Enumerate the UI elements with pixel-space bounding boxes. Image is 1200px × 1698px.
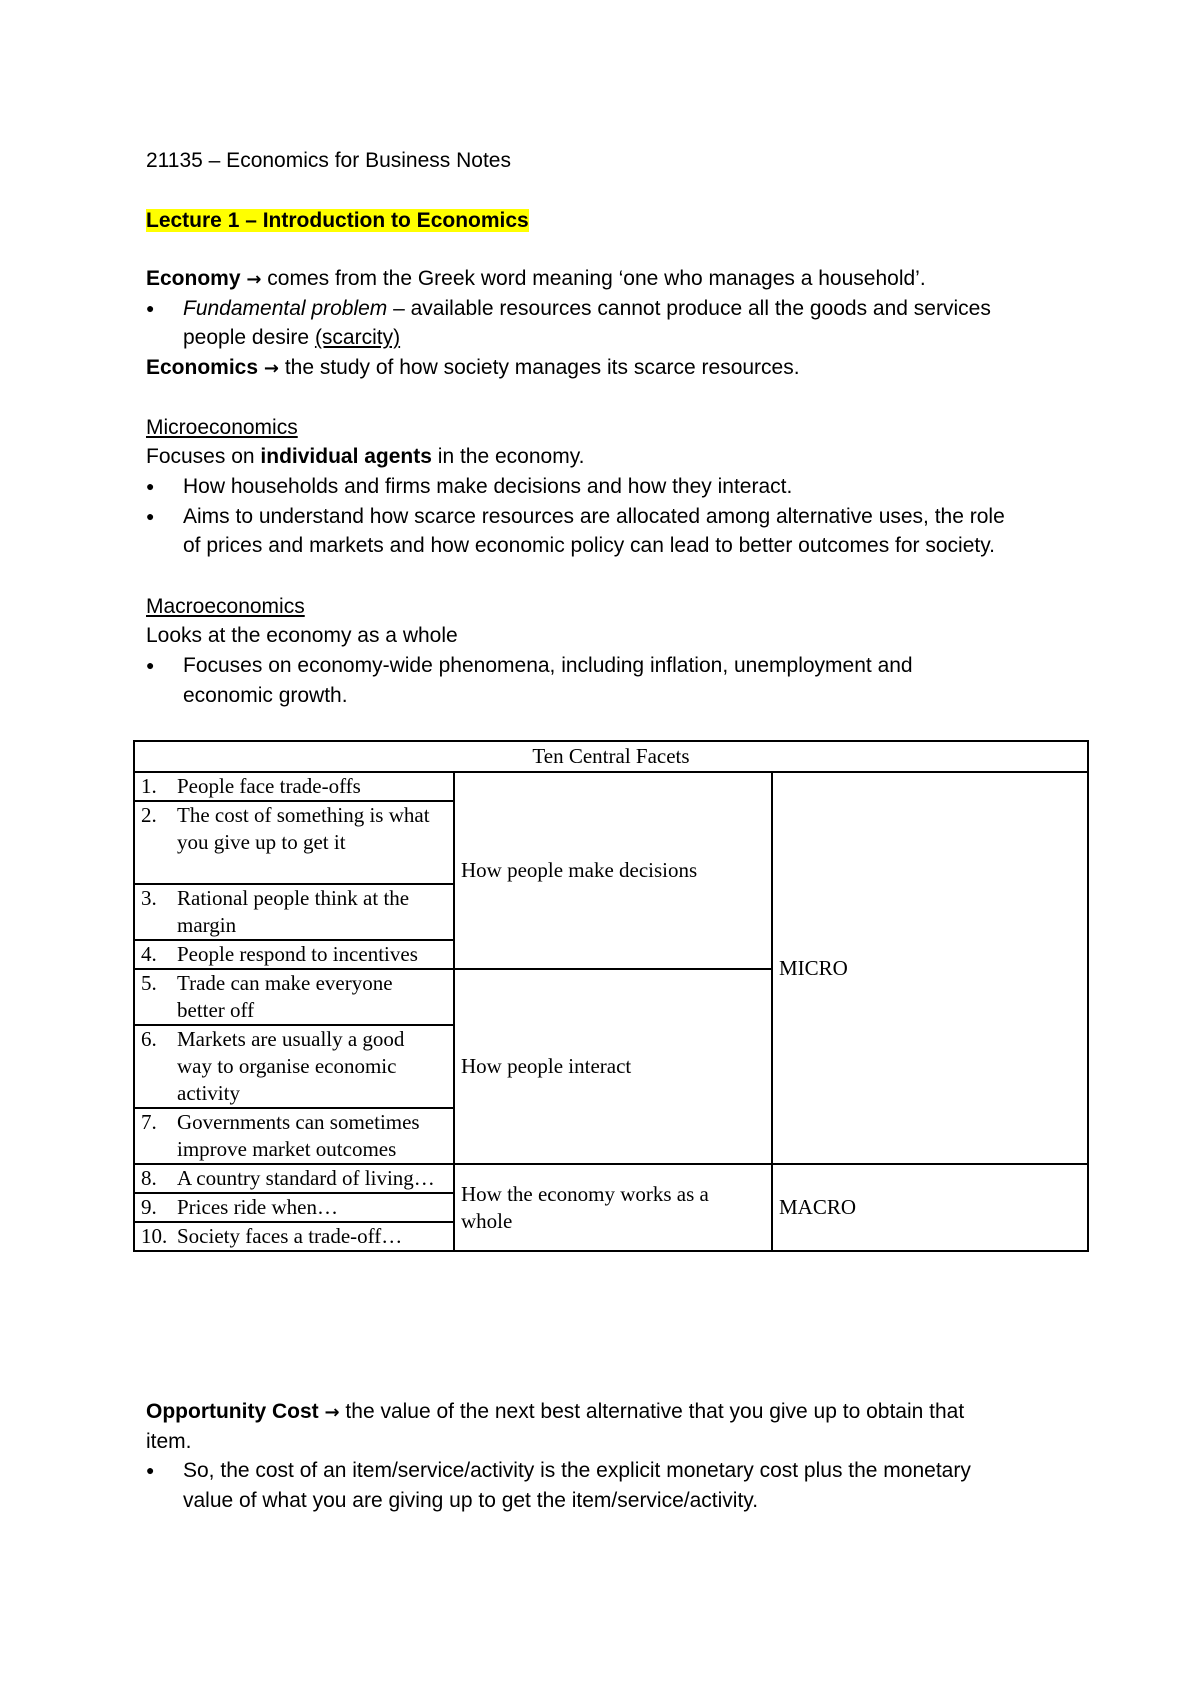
- facet-number: 6.: [141, 1027, 157, 1051]
- facet-item: [134, 969, 454, 1025]
- bullet-icon: ●: [146, 508, 155, 524]
- facet-text: Trade can make everyone better off: [177, 971, 393, 1022]
- facet-item: [134, 1193, 454, 1222]
- table-row: [134, 772, 1088, 801]
- facet-number: 7.: [141, 1110, 157, 1134]
- lecture-heading-text: Lecture 1 – Introduction to Economics: [146, 209, 529, 232]
- document-title: 21135 – Economics for Business Notes: [146, 149, 511, 172]
- facet-number: 10.: [141, 1224, 168, 1248]
- opportunity-cost-definition: [146, 1397, 964, 1427]
- macro-bullet-1: Focuses on economy-wide phenomena, including inflation, unemployment and: [183, 654, 913, 677]
- facet-text: Governments can sometimes improve market outcomes: [177, 1110, 420, 1161]
- facet-number: 1.: [141, 774, 157, 798]
- facet-item: [134, 1222, 454, 1251]
- group-economy-whole: How the economy works as a whole: [454, 1164, 772, 1251]
- opportunity-bullet-1-cont: value of what you are giving up to get the item/service/activity.: [183, 1489, 759, 1512]
- micro-bullet-2: Aims to understand how scarce resources are allocated among alternative uses, the role: [183, 505, 1005, 528]
- facet-text: A country standard of living…: [177, 1166, 435, 1190]
- facet-number: 5.: [141, 971, 157, 995]
- facet-text: Markets are usually a good way to organise economic activity: [177, 1027, 405, 1105]
- facet-number: 4.: [141, 942, 157, 966]
- arrow-icon: →: [246, 269, 262, 290]
- opportunity-bullet-1: So, the cost of an item/service/activity is the explicit monetary cost plus the monetary: [183, 1459, 971, 1482]
- facet-text: People face trade-offs: [177, 774, 361, 798]
- table-header-row: [134, 741, 1088, 772]
- facet-number: 8.: [141, 1166, 157, 1190]
- facet-item: [134, 772, 454, 801]
- scope-macro: MACRO: [772, 1164, 1088, 1251]
- scarcity-term: (scarcity): [314, 326, 401, 349]
- economy-term: Economy: [146, 267, 241, 290]
- facet-number: 3.: [141, 886, 157, 910]
- fundamental-problem-term: Fundamental problem: [183, 297, 388, 320]
- opportunity-cost-term: Opportunity Cost: [146, 1400, 319, 1423]
- facet-number: 2.: [141, 803, 157, 827]
- table-header: Ten Central Facets: [134, 741, 1088, 772]
- micro-intro-pre: Focuses on: [146, 445, 261, 468]
- macro-bullet-1-cont: economic growth.: [183, 684, 348, 707]
- economics-definition: [146, 353, 800, 383]
- opportunity-cost-text: the value of the next best alternative that you give up to obtain that: [339, 1400, 965, 1423]
- facet-item: [134, 1025, 454, 1108]
- economy-definition: [146, 264, 926, 294]
- bullet-icon: ●: [146, 478, 155, 494]
- microeconomics-intro: [146, 442, 584, 471]
- macroeconomics-intro: Looks at the economy as a whole: [146, 624, 458, 647]
- facet-text: People respond to incentives: [177, 942, 418, 966]
- micro-bullet-2-cont: of prices and markets and how economic policy can lead to better outcomes for society.: [183, 534, 996, 557]
- lecture-heading: [146, 206, 529, 235]
- ten-central-facets-table: [133, 740, 1089, 1252]
- economy-definition-text: comes from the Greek word meaning ‘one who manages a household’.: [261, 267, 926, 290]
- facet-item: [134, 801, 454, 884]
- facet-text: Society faces a trade-off…: [177, 1224, 403, 1248]
- facet-item: [134, 1164, 454, 1193]
- economics-definition-text: the study of how society manages its scarce resources.: [278, 356, 800, 379]
- bullet-icon: ●: [146, 300, 155, 316]
- arrow-icon: →: [324, 1402, 340, 1423]
- group-interact: How people interact: [454, 969, 772, 1164]
- fundamental-problem-line-2: [183, 323, 400, 352]
- scope-micro: MICRO: [772, 772, 1088, 1164]
- bullet-icon: ●: [146, 657, 155, 673]
- bullet-icon: ●: [146, 1462, 155, 1478]
- individual-agents-term: individual agents: [260, 445, 432, 468]
- facet-item: [134, 940, 454, 969]
- fundamental-problem-text-2: people desire: [183, 326, 315, 349]
- micro-intro-post: in the economy.: [431, 445, 585, 468]
- economics-term: Economics: [146, 356, 259, 379]
- fundamental-problem-text: – available resources cannot produce all the goods and services: [387, 297, 991, 320]
- opportunity-cost-definition-cont: item.: [146, 1430, 192, 1453]
- arrow-icon: →: [263, 358, 279, 379]
- facet-item: [134, 884, 454, 940]
- group-decisions: How people make decisions: [454, 772, 772, 969]
- facet-text: Rational people think at the margin: [177, 886, 410, 937]
- micro-bullet-1: How households and firms make decisions and how they interact.: [183, 475, 793, 498]
- facet-text: Prices ride when…: [177, 1195, 338, 1219]
- facet-item: [134, 1108, 454, 1164]
- facet-text: The cost of something is what you give up to get it: [177, 803, 430, 854]
- table-row: [134, 1164, 1088, 1193]
- facet-number: 9.: [141, 1195, 157, 1219]
- fundamental-problem-line: [183, 294, 991, 323]
- microeconomics-heading: Microeconomics: [146, 416, 298, 439]
- macroeconomics-heading: Macroeconomics: [146, 595, 305, 618]
